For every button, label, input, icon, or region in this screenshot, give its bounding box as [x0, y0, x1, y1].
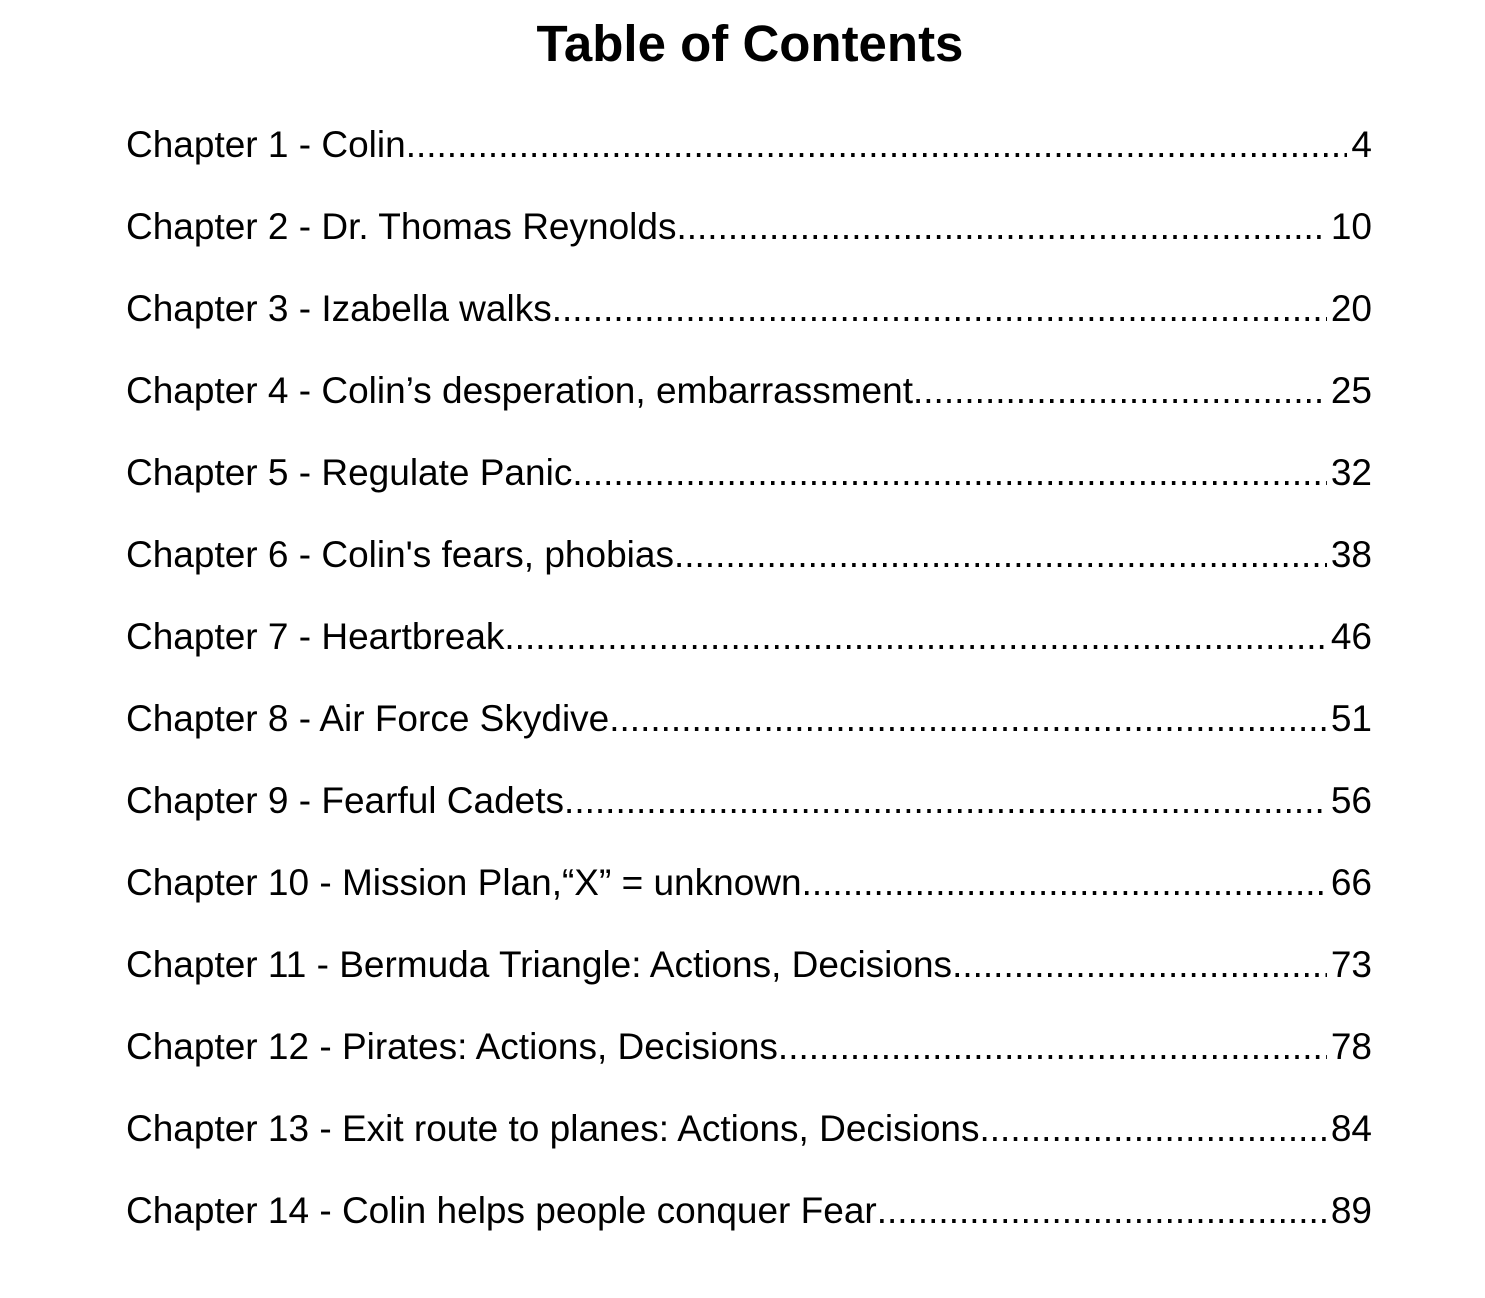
toc-entry-label: Chapter 9 - Fearful Cadets [126, 780, 565, 821]
toc-entry-chapter-14[interactable] [126, 1170, 1372, 1252]
toc-entry-chapter-2[interactable] [126, 186, 1372, 268]
toc-dot-leader [877, 1170, 1327, 1252]
toc-list [126, 104, 1372, 1252]
toc-dot-leader [913, 350, 1327, 432]
toc-entry-chapter-8[interactable] [126, 678, 1372, 760]
toc-entry-chapter-6[interactable] [126, 514, 1372, 596]
toc-dot-leader [778, 1006, 1327, 1088]
toc-page-number: 84 [1330, 1108, 1372, 1149]
toc-dot-leader [802, 842, 1327, 924]
toc-entry-chapter-1[interactable] [126, 104, 1372, 186]
toc-entry-chapter-3[interactable] [126, 268, 1372, 350]
page-title: Table of Contents [536, 15, 964, 72]
toc-entry-chapter-9[interactable] [126, 760, 1372, 842]
toc-entry-chapter-5[interactable] [126, 432, 1372, 514]
toc-entry-label: Chapter 5 - Regulate Panic [126, 452, 573, 493]
toc-page-number: 10 [1330, 206, 1372, 247]
toc-entry-label: Chapter 13 - Exit route to planes: Actions, Decisions [126, 1108, 980, 1149]
toc-page-number: 89 [1330, 1190, 1372, 1231]
toc-dot-leader [564, 760, 1327, 842]
toc-dot-leader [952, 924, 1327, 1006]
toc-entry-label: Chapter 11 - Bermuda Triangle: Actions, Decisions [126, 944, 953, 985]
toc-entry-chapter-4[interactable] [126, 350, 1372, 432]
toc-entry-label: Chapter 10 - Mission Plan,“X” = unknown [126, 862, 802, 903]
toc-entry-chapter-7[interactable] [126, 596, 1372, 678]
toc-dot-leader [674, 514, 1327, 596]
toc-page-number: 4 [1351, 124, 1372, 165]
toc-entry-chapter-11[interactable] [126, 924, 1372, 1006]
toc-page-number: 51 [1330, 698, 1372, 739]
toc-dot-leader [676, 186, 1326, 268]
toc-entry-label: Chapter 3 - Izabella walks [126, 288, 552, 329]
toc-dot-leader [980, 1088, 1327, 1170]
toc-page-number: 38 [1330, 534, 1372, 575]
toc-entry-chapter-10[interactable] [126, 842, 1372, 924]
toc-dot-leader [406, 104, 1348, 186]
toc-dot-leader [609, 678, 1327, 760]
toc-page-number: 66 [1330, 862, 1372, 903]
toc-entry-label: Chapter 6 - Colin's fears, phobias [126, 534, 674, 575]
toc-entry-chapter-13[interactable] [126, 1088, 1372, 1170]
toc-entry-label: Chapter 12 - Pirates: Actions, Decisions [126, 1026, 778, 1067]
toc-dot-leader [504, 596, 1326, 678]
toc-page-number: 78 [1330, 1026, 1372, 1067]
toc-entry-label: Chapter 14 - Colin helps people conquer Fear [126, 1190, 877, 1231]
toc-entry-chapter-12[interactable] [126, 1006, 1372, 1088]
toc-page-number: 20 [1330, 288, 1372, 329]
toc-page-number: 56 [1330, 780, 1372, 821]
toc-page-number: 46 [1330, 616, 1372, 657]
toc-page-number: 25 [1330, 370, 1372, 411]
toc-dot-leader [572, 432, 1327, 514]
toc-page-number: 73 [1330, 944, 1372, 985]
toc-entry-label: Chapter 7 - Heartbreak [126, 616, 505, 657]
toc-dot-leader [552, 268, 1327, 350]
toc-page-number: 32 [1330, 452, 1372, 493]
toc-entry-label: Chapter 1 - Colin [126, 124, 406, 165]
toc-entry-label: Chapter 4 - Colin’s desperation, embarrassment [126, 370, 913, 411]
toc-entry-label: Chapter 2 - Dr. Thomas Reynolds [126, 206, 677, 247]
toc-entry-label: Chapter 8 - Air Force Skydive [126, 698, 610, 739]
